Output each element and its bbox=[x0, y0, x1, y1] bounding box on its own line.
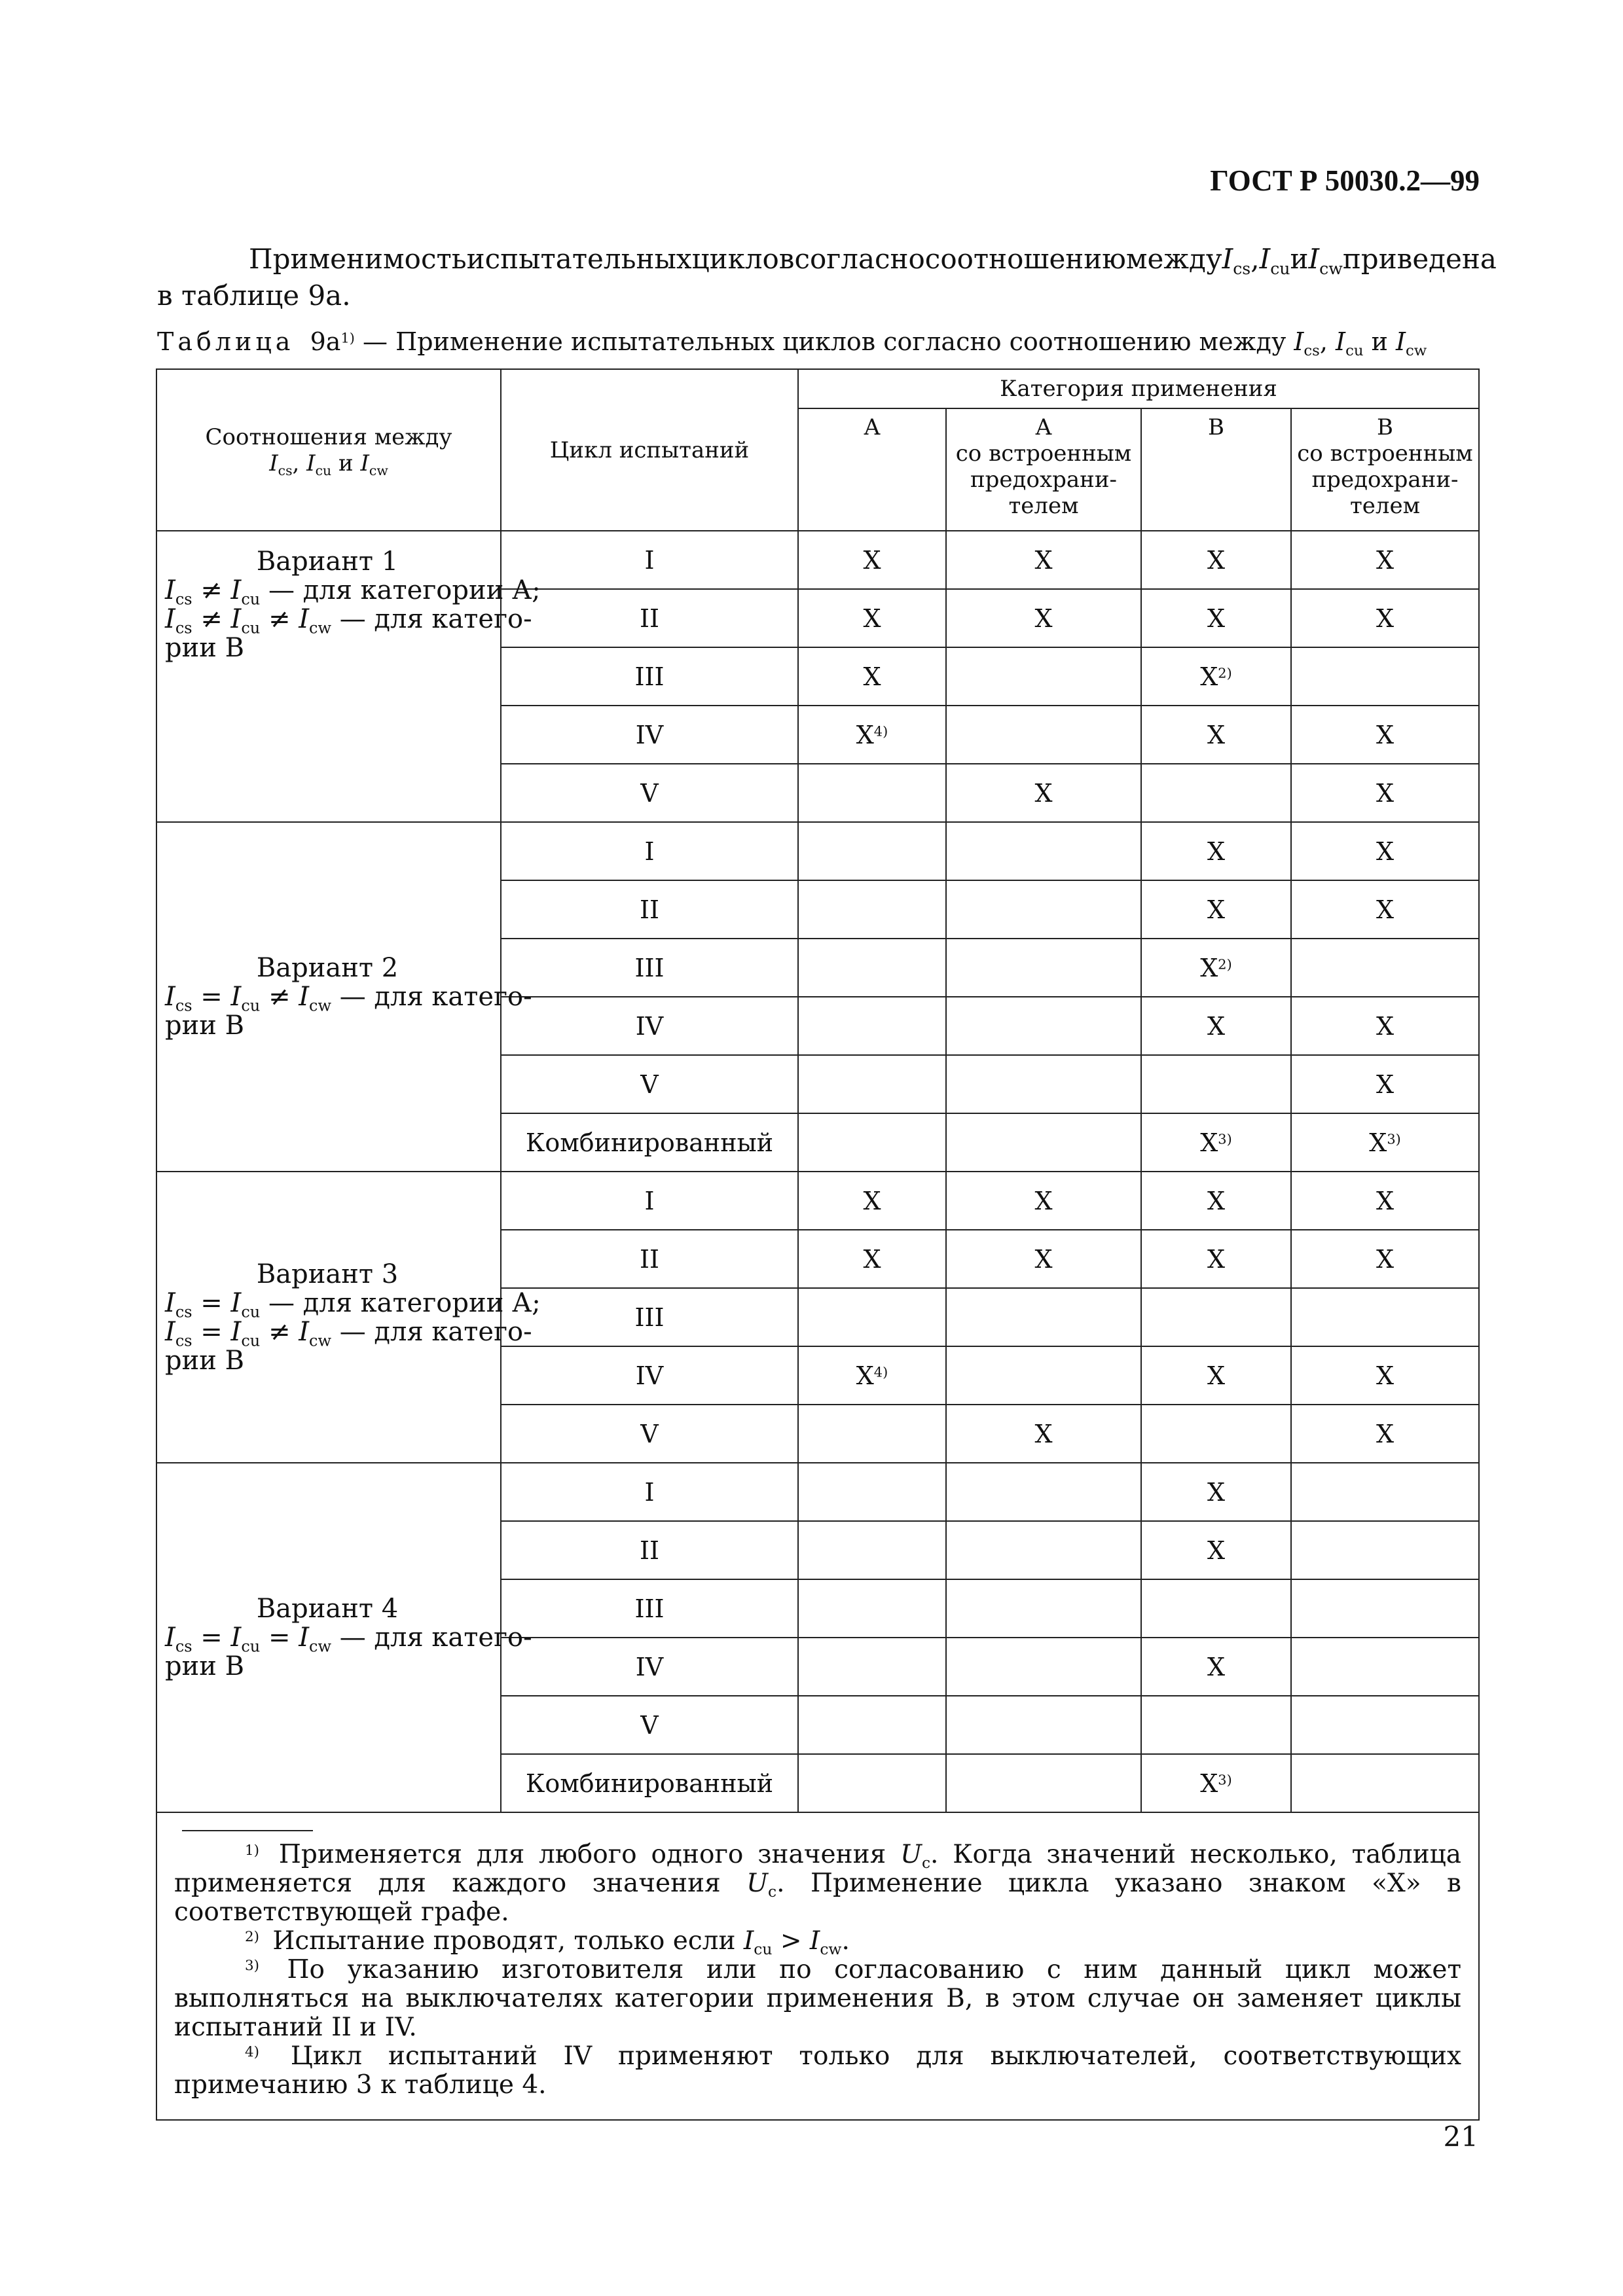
cell-cat-b-fuse bbox=[1291, 1638, 1479, 1696]
table-row bbox=[156, 1463, 1479, 1521]
cell-cat-b bbox=[1141, 1696, 1291, 1754]
cell-cat-a-fuse bbox=[946, 1288, 1141, 1346]
cell-cat-a bbox=[798, 822, 946, 880]
cell-cat-a bbox=[798, 997, 946, 1055]
cell-cat-b-fuse: X bbox=[1291, 531, 1479, 589]
cell-cat-b-fuse: X bbox=[1291, 1346, 1479, 1405]
header-cat-a-fuse: А со встроенным предохрани- телем bbox=[946, 408, 1141, 531]
cell-cat-b-fuse: $X^{3)}$ bbox=[1291, 1113, 1479, 1172]
header-cat-b-fuse: В со встроенным предохрани- телем bbox=[1291, 408, 1479, 531]
cell-cat-b: X bbox=[1141, 589, 1291, 647]
cell-cat-a-fuse bbox=[946, 1055, 1141, 1113]
cell-cycle: I bbox=[501, 1463, 798, 1521]
cell-cat-b-fuse: X bbox=[1291, 1230, 1479, 1288]
cell-cat-a: X bbox=[798, 531, 946, 589]
cell-cat-a bbox=[798, 1521, 946, 1579]
cell-cat-b bbox=[1141, 1055, 1291, 1113]
cell-cat-b bbox=[1141, 1405, 1291, 1463]
cell-cat-a bbox=[798, 1579, 946, 1638]
cell-cat-b bbox=[1141, 764, 1291, 822]
cell-cat-b: X bbox=[1141, 1638, 1291, 1696]
cell-cat-b: $X^{3)}$ bbox=[1141, 1113, 1291, 1172]
variant-cell: Вариант 3 $I_{cs} = I_{cu}$ — для категории А; $I_{cs} = I_{cu} \ne I_{cw}$ — для катего- рии В bbox=[156, 1172, 501, 1463]
cell-cat-a-fuse: X bbox=[946, 589, 1141, 647]
cell-cat-a: $X^{4)}$ bbox=[798, 1346, 946, 1405]
cell-cat-b: X bbox=[1141, 880, 1291, 939]
page-number: 21 bbox=[1443, 2121, 1478, 2153]
footnote-2: $^{2)}$ Испытание проводят, только если $I_{cu} > I_{cw}$. bbox=[244, 1926, 850, 1959]
header-category: Категория применения bbox=[798, 369, 1479, 408]
cell-cat-a bbox=[798, 1463, 946, 1521]
header-cat-a: А bbox=[798, 408, 946, 531]
cell-cycle: I bbox=[501, 531, 798, 589]
cell-cat-b: X bbox=[1141, 997, 1291, 1055]
cell-cat-a bbox=[798, 1113, 946, 1172]
cell-cat-b-fuse: X bbox=[1291, 706, 1479, 764]
cell-cat-b: X bbox=[1141, 1463, 1291, 1521]
cell-cycle: IV bbox=[501, 1638, 798, 1696]
intro-paragraph: Применимость испытательных циклов согласно соотношению между $I_{cs}$, $I_{cu}$ и $I_{cw}$ приведена в таблице 9а. bbox=[157, 241, 1478, 314]
cell-cycle: IV bbox=[501, 1346, 798, 1405]
cell-cycle: II bbox=[501, 1521, 798, 1579]
cell-cat-b-fuse: X bbox=[1291, 880, 1479, 939]
document-code: ГОСТ Р 50030.2—99 bbox=[1210, 164, 1480, 197]
cell-cycle: V bbox=[501, 1055, 798, 1113]
cell-cat-a-fuse bbox=[946, 647, 1141, 706]
variant-title: Вариант 4 bbox=[256, 1594, 399, 1624]
cell-cycle: IV bbox=[501, 997, 798, 1055]
cell-cat-a: $X^{4)}$ bbox=[798, 706, 946, 764]
cell-cat-a bbox=[798, 1288, 946, 1346]
table-row bbox=[156, 1172, 1479, 1230]
cell-cat-b-fuse: X bbox=[1291, 1405, 1479, 1463]
cell-cat-b-fuse bbox=[1291, 1288, 1479, 1346]
cell-cat-b: X bbox=[1141, 1230, 1291, 1288]
cell-cat-b-fuse bbox=[1291, 1521, 1479, 1579]
table-row bbox=[156, 531, 1479, 589]
cell-cat-a bbox=[798, 939, 946, 997]
cell-cat-b: $X^{2)}$ bbox=[1141, 647, 1291, 706]
cell-cat-b: $X^{3)}$ bbox=[1141, 1754, 1291, 1812]
cell-cat-b: X bbox=[1141, 822, 1291, 880]
cell-cat-b bbox=[1141, 1579, 1291, 1638]
footnote-1: $^{1)}$ Применяется для любого одного значения $U_c$. Когда значений несколько, таблица применяется для каждого значения $U_c$. Применение цикла указано знаком «X» в соответствующей графе. bbox=[174, 1840, 1462, 1927]
cell-cycle: I bbox=[501, 1172, 798, 1230]
cell-cat-a bbox=[798, 1696, 946, 1754]
variant-cell: Вариант 4 $I_{cs} = I_{cu} = I_{cw}$ — для катего- рии В bbox=[156, 1463, 501, 1812]
cell-cycle: III bbox=[501, 647, 798, 706]
cell-cat-a: X bbox=[798, 589, 946, 647]
variant-title: Вариант 1 bbox=[256, 547, 399, 577]
variant-title: Вариант 3 bbox=[256, 1259, 399, 1289]
cell-cat-b-fuse: X bbox=[1291, 764, 1479, 822]
cell-cat-b-fuse: X bbox=[1291, 997, 1479, 1055]
cell-cat-a-fuse bbox=[946, 1754, 1141, 1812]
cell-cycle: II bbox=[501, 880, 798, 939]
cell-cat-b: X bbox=[1141, 706, 1291, 764]
cell-cat-a bbox=[798, 1754, 946, 1812]
cell-cat-a-fuse bbox=[946, 1579, 1141, 1638]
cell-cat-a-fuse bbox=[946, 997, 1141, 1055]
cell-cat-b-fuse: X bbox=[1291, 589, 1479, 647]
header-cycle: Цикл испытаний bbox=[501, 369, 798, 531]
cell-cycle: II bbox=[501, 589, 798, 647]
cell-cat-a bbox=[798, 880, 946, 939]
cell-cat-a-fuse bbox=[946, 1113, 1141, 1172]
cell-cat-b-fuse bbox=[1291, 939, 1479, 997]
cell-cat-a bbox=[798, 1405, 946, 1463]
cell-cycle: V bbox=[501, 1405, 798, 1463]
cell-cat-a-fuse: X bbox=[946, 1172, 1141, 1230]
test-cycles-table bbox=[156, 368, 1480, 2121]
cell-cycle: Комбинированный bbox=[501, 1113, 798, 1172]
cell-cat-a bbox=[798, 1055, 946, 1113]
cell-cycle: Комбинированный bbox=[501, 1754, 798, 1812]
cell-cat-a-fuse bbox=[946, 1696, 1141, 1754]
cell-cat-b-fuse bbox=[1291, 1696, 1479, 1754]
cell-cycle: V bbox=[501, 1696, 798, 1754]
cell-cat-b-fuse bbox=[1291, 1579, 1479, 1638]
cell-cat-a-fuse bbox=[946, 1521, 1141, 1579]
cell-cycle: III bbox=[501, 1288, 798, 1346]
cell-cat-a-fuse bbox=[946, 1346, 1141, 1405]
intro-line-2: в таблице 9а. bbox=[157, 279, 351, 312]
cell-cat-a-fuse bbox=[946, 1463, 1141, 1521]
cell-cat-a-fuse bbox=[946, 1638, 1141, 1696]
cell-cycle: III bbox=[501, 1579, 798, 1638]
cell-cat-a: X bbox=[798, 1230, 946, 1288]
cell-cat-b-fuse: X bbox=[1291, 1172, 1479, 1230]
cell-cat-b-fuse bbox=[1291, 647, 1479, 706]
header-relation: Соотношения между $I_{cs}$, $I_{cu}$ и $I_{cw}$ bbox=[156, 369, 501, 531]
cell-cycle: V bbox=[501, 764, 798, 822]
cell-cat-a-fuse: X bbox=[946, 764, 1141, 822]
cell-cycle: IV bbox=[501, 706, 798, 764]
cell-cat-b-fuse bbox=[1291, 1463, 1479, 1521]
cell-cat-a: X bbox=[798, 647, 946, 706]
cell-cat-b: X bbox=[1141, 531, 1291, 589]
cell-cat-b: X bbox=[1141, 1521, 1291, 1579]
cell-cat-a-fuse: X bbox=[946, 1230, 1141, 1288]
cell-cat-b: X bbox=[1141, 1346, 1291, 1405]
table-footnotes bbox=[156, 1812, 1479, 2120]
variant-title: Вариант 2 bbox=[256, 953, 399, 983]
cell-cycle: I bbox=[501, 822, 798, 880]
cell-cat-a-fuse bbox=[946, 706, 1141, 764]
cell-cycle: II bbox=[501, 1230, 798, 1288]
variant-cell: Вариант 2 $I_{cs} = I_{cu} \ne I_{cw}$ — для катего- рии В bbox=[156, 822, 501, 1172]
cell-cat-a-fuse: X bbox=[946, 531, 1141, 589]
cell-cat-a-fuse bbox=[946, 880, 1141, 939]
table-caption: Таблица $9а^{1)}$ — Применение испытательных циклов согласно соотношению между $I_{cs}$, $I_{cu}$ и $I_{cw}$ bbox=[157, 327, 1427, 359]
cell-cat-b: $X^{2)}$ bbox=[1141, 939, 1291, 997]
header-cat-b: В bbox=[1141, 408, 1291, 531]
cell-cat-a-fuse bbox=[946, 822, 1141, 880]
cell-cat-a bbox=[798, 764, 946, 822]
cell-cat-b: X bbox=[1141, 1172, 1291, 1230]
footnote-rule bbox=[182, 1830, 313, 1831]
cell-cat-a-fuse: X bbox=[946, 1405, 1141, 1463]
cell-cat-a-fuse bbox=[946, 939, 1141, 997]
cell-cat-b-fuse bbox=[1291, 1754, 1479, 1812]
cell-cat-a bbox=[798, 1638, 946, 1696]
footnote-3: $^{3)}$ По указанию изготовителя или по согласованию с ним данный цикл может выполняться на выключателях категории применения В, в этом случае он заменяет циклы испытаний II и IV. bbox=[174, 1955, 1462, 2042]
variant-cell: Вариант 1 $I_{cs} \ne I_{cu}$ — для категории А; $I_{cs} \ne I_{cu} \ne I_{cw}$ — для катего- рии В bbox=[156, 531, 501, 822]
cell-cycle: III bbox=[501, 939, 798, 997]
table-row bbox=[156, 822, 1479, 880]
cell-cat-b-fuse: X bbox=[1291, 822, 1479, 880]
cell-cat-b-fuse: X bbox=[1291, 1055, 1479, 1113]
footnote-4: $^{4)}$ Цикл испытаний IV применяют только для выключателей, соответствующих примечанию 3 к таблице 4. bbox=[174, 2041, 1462, 2100]
cell-cat-a: X bbox=[798, 1172, 946, 1230]
cell-cat-b bbox=[1141, 1288, 1291, 1346]
